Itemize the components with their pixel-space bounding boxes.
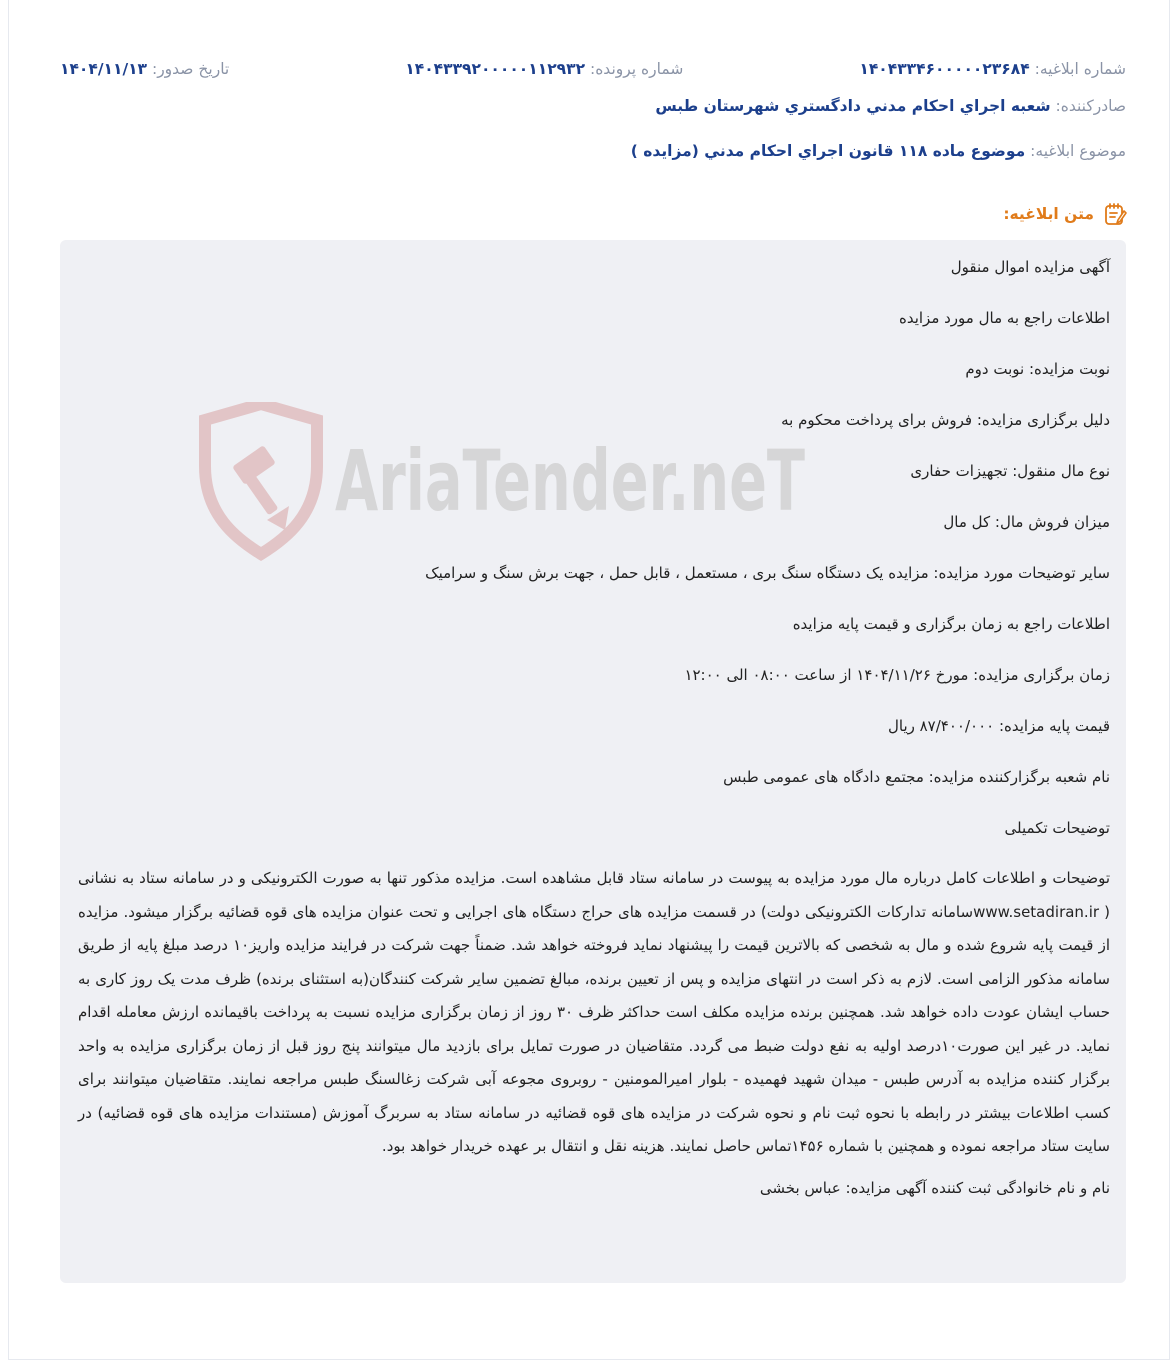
body-line: سایر توضیحات مورد مزایده: مزایده یک دستگاه سنگ بری ، مستعمل ، قابل حمل ، جهت برش سنگ و سرامیک <box>425 564 1110 582</box>
subject-label: موضوع ابلاغیه: <box>1030 142 1126 160</box>
body-line: نام شعبه برگزارکننده مزایده: مجتمع دادگاه های عمومی طبس <box>723 768 1110 786</box>
section-title-text: متن ابلاغیه: <box>1003 205 1094 223</box>
body-line: دلیل برگزاری مزایده: فروش برای پرداخت محکوم به <box>781 411 1110 429</box>
issue-date-label: تاریخ صدور: <box>151 60 230 78</box>
notice-number-label: شماره ابلاغیه: <box>1034 60 1126 78</box>
body-line: میزان فروش مال: کل مال <box>943 513 1110 531</box>
document-note-icon <box>1102 201 1128 227</box>
case-number-value: ۱۴۰۴۳۳۹۲۰۰۰۰۰۱۱۲۹۳۲ <box>405 60 586 78</box>
issue-date-value: ۱۴۰۴/۱۱/۱۳ <box>60 60 148 78</box>
notice-body <box>60 240 1126 1283</box>
issuer <box>655 97 1126 115</box>
issuer-label: صادرکننده: <box>1055 97 1126 115</box>
notice-number <box>859 60 1126 78</box>
body-line: نوع مال منقول: تجهیزات حفاری <box>910 462 1110 480</box>
issue-date <box>60 60 229 78</box>
body-line: نوبت مزایده: نوبت دوم <box>965 360 1110 378</box>
notice-number-value: ۱۴۰۴۳۳۴۶۰۰۰۰۰۲۳۶۸۴ <box>859 60 1030 78</box>
body-line: قیمت پایه مزایده: ۸۷/۴۰۰/۰۰۰ ریال <box>887 717 1110 735</box>
body-line: آگهی مزایده اموال منقول <box>950 258 1110 276</box>
section-title <box>1003 198 1128 230</box>
body-paragraph: توضیحات و اطلاعات کامل درباره مال مورد مزایده به پیوست در سامانه ستاد قابل مشاهده است. مزایده مذکور تنها به صورت الکترونیکی و در سامانه ستاد به نشانی ( www.setadiran.irسامانه تدارکات الکترونیکی دولت) در قسمت مزایده های حراج دستگاه های اجرایی و تحت عنوان مزایده های قوه قضائیه برگزار میشود. مزایده از قیمت پایه شروع شده و مال به شخصی که بالاترین قیمت را پیشنهاد نماید فروخته خواهد شد. ضمناً جهت شرکت در فرایند مزایده واریز۱۰ درصد مبلغ پایه از طریق سامانه مذکور الزامی است. لازم به ذکر است در انتهای مزایده و پس از تعیین برنده، مبالغ تضمین سایر شرکت کنندگان(به استثنای برنده) ظرف مدت یک روز کاری به حساب ایشان عودت داده خواهد شد. همچنین برنده مزایده مکلف است حداکثر ظرف ۳۰ روز از زمان برگزاری مزایده نسبت به پرداخت باقیمانده ارزش معامله اقدام نماید. در غیر این صورت۱۰درصد اولیه به نفع دولت ضبط می گردد. متقاضیان در صورت تمایل برای بازدید مال میتوانند پنج روز قبل از زمان برگزاری مزایده به واحد برگزار کننده مزایده به آدرس طبس - میدان شهید فهمیده - بلوار امیرالمومنین - روبروی مجوعه آبی شرکت زغالسنگ طبس مراجعه نمایند. متقاضیان میتوانند برای کسب اطلاعات بیشتر در رابطه با نحوه ثبت نام و نحوه شرکت در مزایده های قوه قضائیه در سامانه ستاد به سربرگ آموزش (مستندات مزایده های قوه قضائیه) در سایت ستاد مراجعه نموده و همچنین با شماره ۱۴۵۶تماس حاصل نمایند. هزینه نقل و انتقال بر عهده خریدار خواهد بود. <box>78 869 1110 1155</box>
body-line: اطلاعات راجع به مال مورد مزایده <box>898 309 1110 327</box>
meta-row <box>60 52 1126 86</box>
subject-value: موضوع ماده ۱۱۸ قانون اجراي احكام مدني (مزايده ) <box>630 142 1026 160</box>
registrant-line: نام و نام خانوادگی ثبت کننده آگهی مزایده: عباس بخشی <box>759 1178 1110 1197</box>
body-line: اطلاعات راجع به زمان برگزاری و قیمت پایه مزایده <box>792 615 1110 633</box>
case-number-label: شماره پرونده: <box>589 60 684 78</box>
subject <box>631 142 1126 160</box>
body-line: زمان برگزاری مزایده: مورخ ۱۴۰۴/۱۱/۲۶ از ساعت ۰۸:۰۰ الی ۱۲:۰۰ <box>684 666 1110 684</box>
body-line: توضیحات تکمیلی <box>1004 819 1110 837</box>
issuer-value: شعبه اجراي احكام مدني دادگستري شهرستان طبس <box>655 97 1051 115</box>
case-number <box>405 60 683 78</box>
watermark-text: AriaTender.neT <box>335 432 805 530</box>
